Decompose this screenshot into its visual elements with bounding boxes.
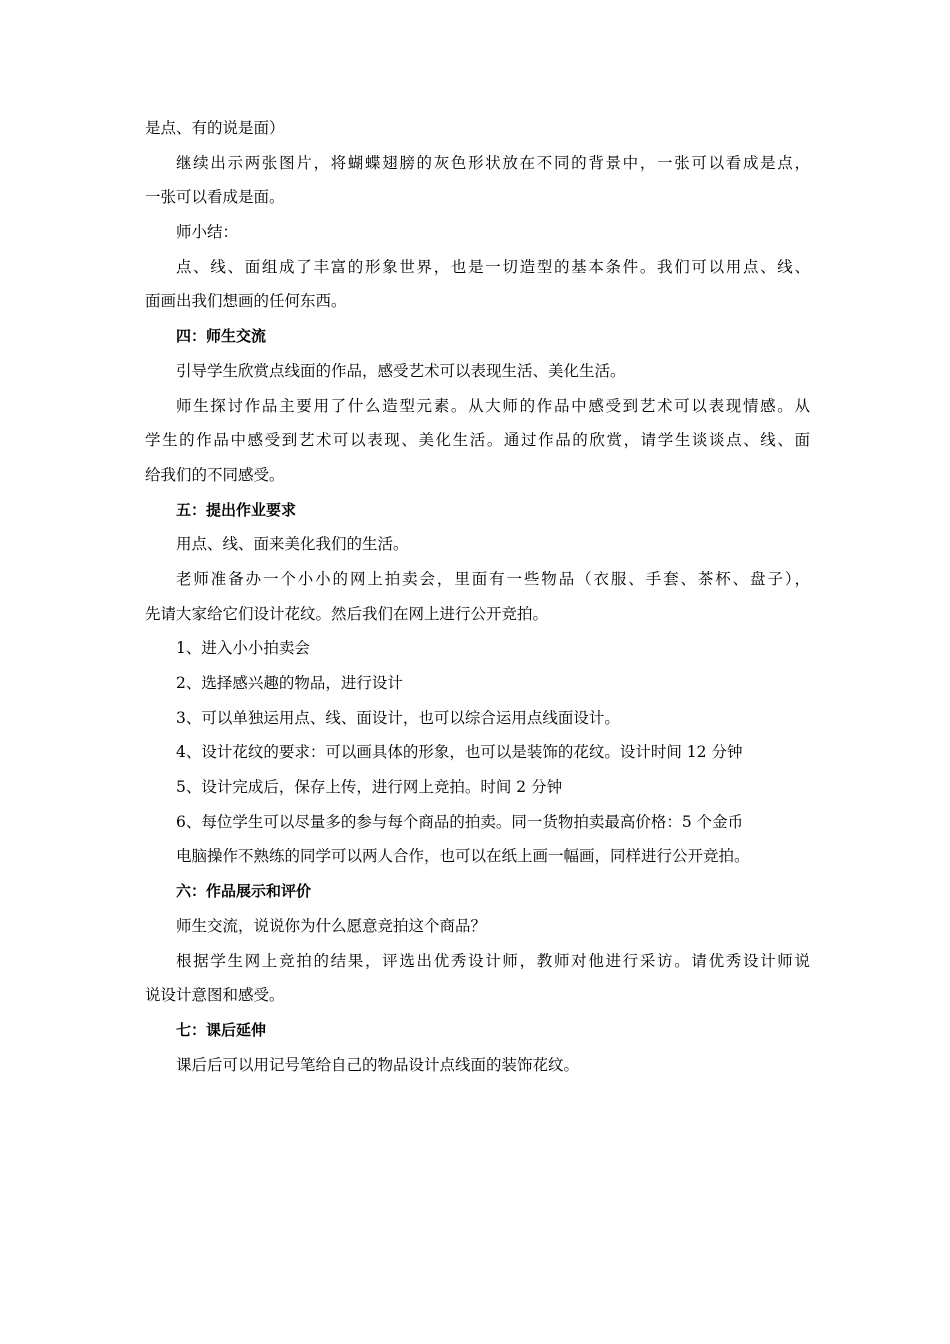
paragraph-line: 一张可以看成是面。 [145, 188, 285, 207]
paragraph-line: 点、线、面组成了丰富的形象世界，也是一切造型的基本条件。我们可以用点、线、 [176, 257, 810, 276]
list-item: 4、设计花纹的要求：可以画具体的形象，也可以是装饰的花纹。设计时间 12 分钟 [176, 743, 743, 762]
section-heading: 六：作品展示和评价 [176, 882, 312, 901]
paragraph-line: 师生交流，说说你为什么愿意竞拍这个商品？ [176, 916, 487, 935]
paragraph-line: 根据学生网上竞拍的结果，评选出优秀设计师，教师对他进行采访。请优秀设计师说 [176, 951, 810, 970]
section-heading: 七：课后延伸 [176, 1020, 267, 1039]
list-item: 6、每位学生可以尽量多的参与每个商品的拍卖。同一货物拍卖最高价格：5 个金币 [176, 812, 744, 831]
paragraph-line: 课后后可以用记号笔给自己的物品设计点线面的装饰花纹。 [176, 1055, 580, 1074]
document-body [145, 111, 810, 1082]
paragraph-line: 师生探讨作品主要用了什么造型元素。从大师的作品中感受到艺术可以表现情感。从 [176, 396, 810, 415]
list-item: 2、选择感兴趣的物品，进行设计 [176, 674, 403, 692]
list-item: 3、可以单独运用点、线、面设计，也可以综合运用点线面设计。 [176, 708, 620, 727]
paragraph-line: 电脑操作不熟练的同学可以两人合作，也可以在纸上画一幅画，同样进行公开竞拍。 [176, 847, 750, 866]
paragraph-line: 说设计意图和感受。 [145, 986, 285, 1005]
list-item: 5、设计完成后，保存上传，进行网上竞拍。时间 2 分钟 [176, 778, 563, 797]
paragraph-line: 引导学生欣赏点线面的作品，感受艺术可以表现生活、美化生活。 [176, 361, 626, 380]
paragraph-line: 给我们的不同感受。 [145, 465, 285, 484]
list-item: 1、进入小小拍卖会 [176, 639, 310, 658]
paragraph-line: 是点、有的说是面） [145, 119, 285, 137]
paragraph-line: 继续出示两张图片，将蝴蝶翅膀的灰色形状放在不同的背景中，一张可以看成是点， [176, 153, 810, 172]
paragraph-line: 用点、线、面来美化我们的生活。 [176, 535, 409, 554]
paragraph-line: 师小结： [176, 223, 239, 242]
paragraph-line: 学生的作品中感受到艺术可以表现、美化生活。通过作品的欣赏，请学生谈谈点、线、面 [145, 431, 810, 450]
paragraph-line: 面画出我们想画的任何东西。 [145, 292, 347, 311]
section-heading: 五：提出作业要求 [176, 500, 297, 519]
paragraph-line: 先请大家给它们设计花纹。然后我们在网上进行公开竞拍。 [145, 604, 549, 623]
paragraph-line: 老师准备办一个小小的网上拍卖会，里面有一些物品（衣服、手套、茶杯、盘子）， [176, 569, 810, 588]
section-heading: 四：师生交流 [176, 327, 267, 346]
